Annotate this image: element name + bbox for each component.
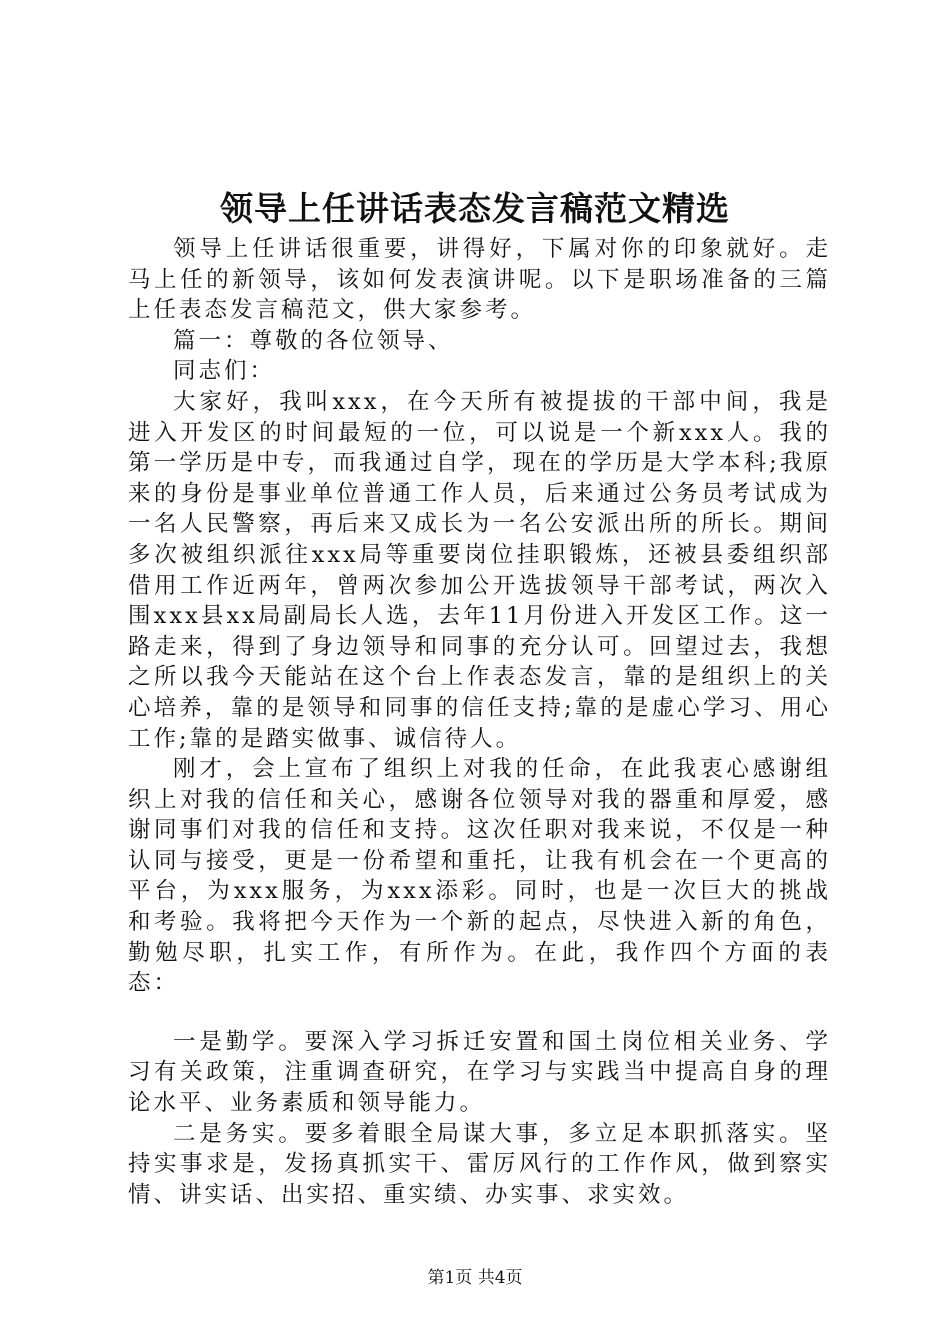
- body-paragraph: 一是勤学。要深入学习拆迁安置和国土岗位相关业务、学习有关政策，注重调查研究，在学习与实践当中提高自身的理论水平、业务素质和领导能力。: [128, 1028, 831, 1117]
- page-footer: 第1页 共4页: [427, 1268, 523, 1288]
- body-paragraph: 二是务实。要多着眼全局谋大事，多立足本职抓落实。坚持实事求是，发扬真抓实干、雷厉风行的工作作风，做到察实情、讲实话、出实招、重实绩、办实事、求实效。: [128, 1120, 831, 1208]
- section-heading: 篇一：尊敬的各位领导、: [173, 327, 454, 354]
- document-title: 领导上任讲话表态发言稿范文精选: [220, 189, 730, 228]
- body-paragraph: 刚才，会上宣布了组织上对我的任命，在此我衷心感谢组织上对我的信任和关心，感谢各位领导对我的器重和厚爱，感谢同事们对我的信任和支持。这次任职对我来说，不仅是一种认同与接受，更是一份希望和重托，让我有机会在一个更高的平台，为xxx服务，为xxx添彩。同时，也是一次巨大的挑战和考验。我将把今天作为一个新的起点，尽快进入新的角色，勤勉尽职，扎实工作，有所作为。在此，我作四个方面的表态：: [128, 756, 831, 997]
- document-body: [128, 234, 831, 1210]
- intro-paragraph: 领导上任讲话很重要，讲得好，下属对你的印象就好。走马上任的新领导，该如何发表演讲呢。以下是职场准备的三篇上任表态发言稿范文，供大家参考。: [128, 236, 831, 324]
- salutation: 同志们：: [173, 358, 276, 385]
- body-paragraph: 大家好，我叫xxx，在今天所有被提拔的干部中间，我是进入开发区的时间最短的一位，可以说是一个新xxx人。我的第一学历是中专，而我通过自学，现在的学历是大学本科;我原来的身份是事业单位普通工作人员，后来通过公务员考试成为一名人民警察，再后来又成长为一名公安派出所的所长。期间多次被组织派往xxx局等重要岗位挂职锻炼，还被县委组织部借用工作近两年，曾两次参加公开选拔领导干部考试，两次入围xxx县xx局副局长人选，去年11月份进入开发区工作。这一路走来，得到了身边领导和同事的充分认可。回望过去，我想之所以我今天能站在这个台上作表态发言，靠的是组织上的关心培养，靠的是领导和同事的信任支持;靠的是虚心学习、用心工作;靠的是踏实做事、诚信待人。: [128, 388, 831, 752]
